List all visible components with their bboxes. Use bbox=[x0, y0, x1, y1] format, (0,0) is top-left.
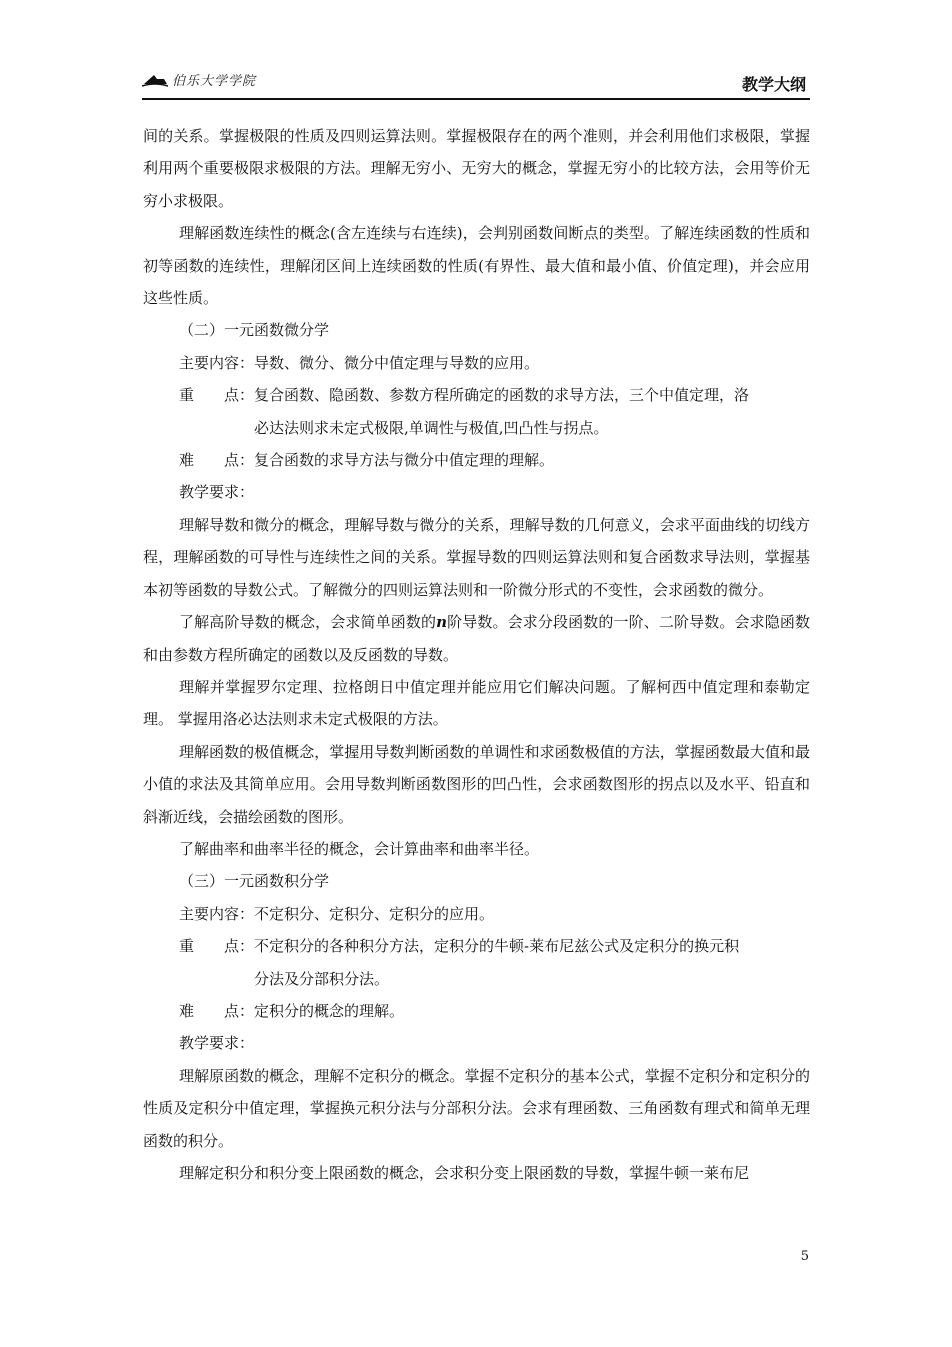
ship-logo-icon bbox=[142, 73, 168, 87]
variable-n: n bbox=[436, 613, 448, 632]
paragraph-limits: 间的关系。掌握极限的性质及四则运算法则。掌握极限存在的两个准则，并会利用他们求极限，掌握利用两个重要极限求极限的方法。理解无穷小、无穷大的概念，掌握无穷小的比较方法，会用等价无穷小求极限。 bbox=[143, 127, 810, 210]
page-content bbox=[143, 120, 810, 1189]
teaching-requirements-heading: 教学要求： bbox=[179, 1034, 255, 1053]
page-number: 5 bbox=[800, 1249, 809, 1264]
section-heading-integral: （三）一元函数积分学 bbox=[179, 872, 330, 891]
paragraph-continuity: 理解函数连续性的概念(含左连续与右连续)，会判别函数间断点的类型。了解连续函数的性质和初等函数的连续性，理解闭区间上连续函数的性质(有界性、最大值和最小值、价值定理)，并会应用这些性质。 bbox=[143, 224, 810, 308]
main-content-line: 主要内容：不定积分、定积分、定积分的应用。 bbox=[179, 904, 495, 923]
key-points-text-line2: 分法及分部积分法。 bbox=[254, 969, 390, 988]
university-logo bbox=[142, 70, 256, 89]
difficult-points-label: 难 点： bbox=[179, 1001, 255, 1020]
paragraph-higher-derivatives: 了解高阶导数的概念，会求简单函数的n阶导数。会求分段函数的一阶、二阶导数。会求隐函数和由参数方程所确定的函数以及反函数的导数。 bbox=[143, 613, 810, 664]
paragraph-definite-integral: 理解定积分和积分变上限函数的概念，会求积分变上限函数的导数，掌握牛顿一莱布尼 bbox=[179, 1164, 750, 1182]
key-points-label: 重 点： bbox=[179, 937, 255, 956]
difficult-points-item bbox=[143, 444, 810, 476]
paragraph-curvature: 了解曲率和曲率半径的概念，会计算曲率和曲率半径。 bbox=[179, 839, 540, 858]
key-points-item bbox=[143, 379, 810, 444]
document-type-title: 教学大纲 bbox=[741, 75, 806, 94]
difficult-points-item bbox=[143, 995, 810, 1027]
paragraph-derivatives: 理解导数和微分的概念，理解导数与微分的关系，理解导数的几何意义，会求平面曲线的切线方程，理解函数的可导性与连续性之间的关系。掌握导数的四则运算法则和复合函数求导法则，掌握基本初等函数的导数公式。了解微分的四则运算法则和一阶微分形式的不变性，会求函数的微分。 bbox=[143, 515, 810, 599]
teaching-requirements-heading: 教学要求： bbox=[179, 483, 255, 502]
key-points-text-line2: 必达法则求未定式极限,单调性与极值,凹凸性与拐点。 bbox=[254, 418, 609, 437]
difficult-points-text: 复合函数的求导方法与微分中值定理的理解。 bbox=[254, 451, 555, 470]
key-points-text-line1: 不定积分的各种积分方法，定积分的牛顿-莱布尼兹公式及定积分的换元积 bbox=[254, 937, 740, 956]
key-points-text-line1: 复合函数、隐函数、参数方程所确定的函数的求导方法，三个中值定理，洛 bbox=[254, 386, 750, 405]
paragraph-mean-value-theorems: 理解并掌握罗尔定理、拉格朗日中值定理并能应用它们解决问题。了解柯西中值定理和泰勒定理。 掌握用洛必达法则求未定式极限的方法。 bbox=[143, 677, 810, 729]
difficult-points-label: 难 点： bbox=[179, 451, 255, 470]
paragraph-extrema: 理解函数的极值概念，掌握用导数判断函数的单调性和求函数极值的方法，掌握函数最大值和最小值的求法及其简单应用。会用导数判断函数图形的凹凸性，会求函数图形的拐点以及水平、铅直和斜渐近线，会描绘函数的图形。 bbox=[143, 742, 810, 826]
logo-text: 伯乐大学学院 bbox=[172, 74, 257, 89]
difficult-points-text: 定积分的概念的理解。 bbox=[254, 1001, 405, 1020]
paragraph-indefinite-integral: 理解原函数的概念，理解不定积分的概念。掌握不定积分的基本公式，掌握不定积分和定积分的性质及定积分中值定理，掌握换元积分法与分部积分法。会求有理函数、三角函数有理式和简单无理函数的积分。 bbox=[143, 1066, 810, 1150]
key-points-item bbox=[143, 930, 810, 995]
page-header bbox=[142, 66, 810, 100]
main-content-line: 主要内容：导数、微分、微分中值定理与导数的应用。 bbox=[179, 353, 540, 372]
key-points-label: 重 点： bbox=[179, 386, 255, 405]
section-heading-differential: （二）一元函数微分学 bbox=[179, 321, 330, 340]
